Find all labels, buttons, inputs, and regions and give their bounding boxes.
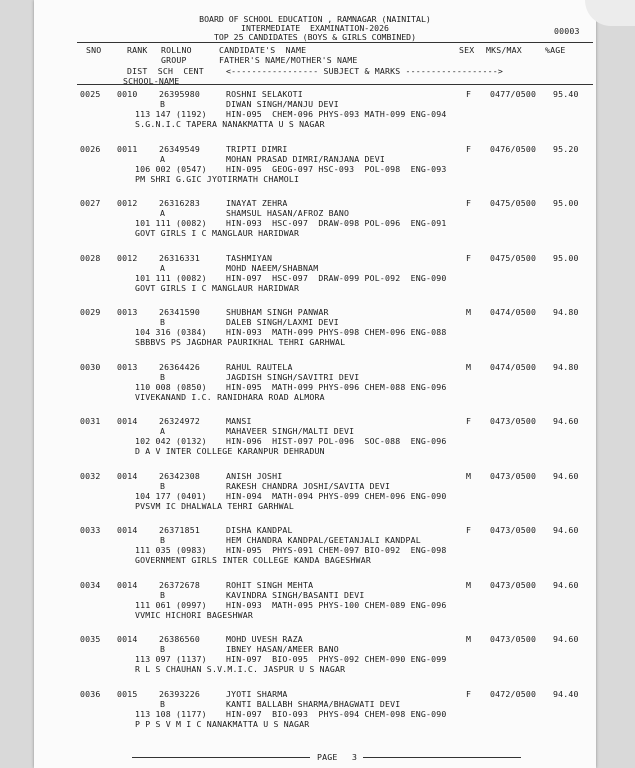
record-subjects: HIN-095 MATH-099 PHYS-096 CHEM-088 ENG-096 — [226, 382, 447, 392]
col-rank: RANK — [127, 45, 148, 55]
record-group: B — [160, 317, 166, 327]
col-sno: SNO — [86, 45, 102, 55]
record-mks: 0476/0500 — [490, 144, 537, 154]
record-mks: 0477/0500 — [490, 89, 537, 99]
board-title: BOARD OF SCHOOL EDUCATION , RAMNAGAR (NAINITAL) — [199, 14, 431, 24]
col-mks: MKS/MAX — [486, 45, 522, 55]
record-rank: 0012 — [117, 198, 138, 208]
record-codes: 101 111 (0082) — [135, 273, 207, 283]
record-name: JYOTI SHARMA — [226, 689, 288, 699]
record-pct: 94.60 — [553, 580, 579, 590]
record-group: A — [160, 154, 166, 164]
record-sex: F — [466, 416, 472, 426]
record-codes: 111 035 (0983) — [135, 545, 207, 555]
record-school: GOVERNMENT GIRLS INTER COLLEGE KANDA BAGESHWAR — [135, 555, 371, 565]
record-sex: F — [466, 89, 472, 99]
record-roll: 26316283 — [159, 198, 201, 208]
record-group: B — [160, 590, 166, 600]
record-roll: 26316331 — [159, 253, 201, 263]
record-rank: 0014 — [117, 416, 138, 426]
record-pct: 95.40 — [553, 89, 579, 99]
record-name: ANISH JOSHI — [226, 471, 283, 481]
record-rank: 0013 — [117, 307, 138, 317]
record-codes: 102 042 (0132) — [135, 436, 207, 446]
record-name: MOHD UVESH RAZA — [226, 634, 303, 644]
record-mks: 0473/0500 — [490, 634, 537, 644]
record-sex: F — [466, 144, 472, 154]
record-roll: 26324972 — [159, 416, 201, 426]
record-name: TRIPTI DIMRI — [226, 144, 288, 154]
record-rank: 0014 — [117, 634, 138, 644]
record-mks: 0474/0500 — [490, 307, 537, 317]
record-parents: RAKESH CHANDRA JOSHI/SAVITA DEVI — [226, 481, 391, 491]
record-parents: SHAMSUL HASAN/AFROZ BANO — [226, 208, 350, 218]
record-sno: 0032 — [80, 471, 101, 481]
record-pct: 94.60 — [553, 416, 579, 426]
record-rank: 0014 — [117, 580, 138, 590]
record-sex: F — [466, 253, 472, 263]
record-pct: 94.40 — [553, 689, 579, 699]
record-sex: M — [466, 307, 472, 317]
record-rank: 0013 — [117, 362, 138, 372]
footer-rule-left — [132, 757, 310, 758]
record-codes: 104 177 (0401) — [135, 491, 207, 501]
record-school: SBBBVS PS JAGDHAR PAURIKHAL TEHRI GARHWAL — [135, 337, 346, 347]
record-parents: MOHAN PRASAD DIMRI/RANJANA DEVI — [226, 154, 386, 164]
record-pct: 94.80 — [553, 307, 579, 317]
record-pct: 94.60 — [553, 525, 579, 535]
record-roll: 26386560 — [159, 634, 201, 644]
record-sex: F — [466, 689, 472, 699]
record-school: PM SHRI G.GIC JYOTIRMATH CHAMOLI — [135, 174, 300, 184]
record-school: R L S CHAUHAN S.V.M.I.C. JASPUR U S NAGAR — [135, 664, 346, 674]
record-sex: M — [466, 471, 472, 481]
record-codes: 113 097 (1137) — [135, 654, 207, 664]
record-mks: 0473/0500 — [490, 416, 537, 426]
record-sno: 0031 — [80, 416, 101, 426]
record-name: SHUBHAM SINGH PANWAR — [226, 307, 329, 317]
record-sno: 0029 — [80, 307, 101, 317]
record-codes: 110 008 (0850) — [135, 382, 207, 392]
record-school: D A V INTER COLLEGE KARANPUR DEHRADUN — [135, 446, 325, 456]
record-school: P P S V M I C NANAKMATTA U S NAGAR — [135, 719, 310, 729]
header-rule-top — [77, 42, 593, 43]
record-sex: F — [466, 525, 472, 535]
record-group: B — [160, 481, 166, 491]
record-name: RAHUL RAUTELA — [226, 362, 293, 372]
col-group: GROUP — [161, 55, 187, 65]
record-codes: 104 316 (0384) — [135, 327, 207, 337]
record-mks: 0474/0500 — [490, 362, 537, 372]
col-age: %AGE — [545, 45, 566, 55]
record-mks: 0475/0500 — [490, 253, 537, 263]
record-name: ROSHNI SELAKOTI — [226, 89, 303, 99]
record-codes: 111 061 (0997) — [135, 600, 207, 610]
record-parents: KAVINDRA SINGH/BASANTI DEVI — [226, 590, 365, 600]
record-school: GOVT GIRLS I C MANGLAUR HARIDWAR — [135, 228, 300, 238]
record-subjects: HIN-097 BIO-095 PHYS-092 CHEM-090 ENG-099 — [226, 654, 447, 664]
record-mks: 0473/0500 — [490, 471, 537, 481]
record-subjects: HIN-094 MATH-094 PHYS-099 CHEM-096 ENG-090 — [226, 491, 447, 501]
record-rank: 0015 — [117, 689, 138, 699]
record-sex: M — [466, 362, 472, 372]
record-roll: 26342308 — [159, 471, 201, 481]
page-number: 3 — [352, 752, 358, 762]
record-pct: 95.00 — [553, 253, 579, 263]
record-school: VVMIC HICHORI BAGESHWAR — [135, 610, 253, 620]
record-subjects: HIN-097 HSC-097 DRAW-099 POL-092 ENG-090 — [226, 273, 447, 283]
record-pct: 94.80 — [553, 362, 579, 372]
record-sno: 0027 — [80, 198, 101, 208]
record-mks: 0472/0500 — [490, 689, 537, 699]
record-mks: 0475/0500 — [490, 198, 537, 208]
record-name: INAYAT ZEHRA — [226, 198, 288, 208]
exam-title: INTERMEDIATE EXAMINATION-2026 — [241, 23, 389, 33]
header-rule-bottom — [77, 84, 593, 85]
col-school-name: SCHOOL-NAME — [123, 76, 180, 86]
record-pct: 95.00 — [553, 198, 579, 208]
record-parents: DALEB SINGH/LAXMI DEVI — [226, 317, 339, 327]
record-subjects: HIN-095 PHYS-091 CHEM-097 BIO-092 ENG-098 — [226, 545, 447, 555]
record-rank: 0012 — [117, 253, 138, 263]
record-school: S.G.N.I.C TAPERA NANAKMATTA U S NAGAR — [135, 119, 325, 129]
record-sex: M — [466, 634, 472, 644]
record-group: A — [160, 263, 166, 273]
record-sno: 0034 — [80, 580, 101, 590]
list-title: TOP 25 CANDIDATES (BOYS & GIRLS COMBINED) — [213, 32, 417, 42]
record-roll: 26395980 — [159, 89, 201, 99]
record-name: DISHA KANDPAL — [226, 525, 293, 535]
footer-rule-right — [363, 757, 521, 758]
record-group: A — [160, 426, 166, 436]
record-parents: JAGDISH SINGH/SAVITRI DEVI — [226, 372, 360, 382]
record-sno: 0026 — [80, 144, 101, 154]
record-group: A — [160, 208, 166, 218]
record-subjects: HIN-097 BIO-093 PHYS-094 CHEM-098 ENG-090 — [226, 709, 447, 719]
col-subject-marks: <----------------- SUBJECT & MARKS ------------------> — [226, 66, 503, 76]
record-rank: 0011 — [117, 144, 138, 154]
record-sno: 0025 — [80, 89, 101, 99]
record-subjects: HIN-093 MATH-099 PHYS-098 CHEM-096 ENG-088 — [226, 327, 447, 337]
record-parents: KANTI BALLABH SHARMA/BHAGWATI DEVI — [226, 699, 401, 709]
record-group: B — [160, 372, 166, 382]
record-group: B — [160, 99, 166, 109]
record-group: B — [160, 699, 166, 709]
record-codes: 113 147 (1192) — [135, 109, 207, 119]
record-sno: 0028 — [80, 253, 101, 263]
record-codes: 106 002 (0547) — [135, 164, 207, 174]
record-parents: IBNEY HASAN/AMEER BANO — [226, 644, 339, 654]
record-roll: 26393226 — [159, 689, 201, 699]
record-codes: 113 108 (1177) — [135, 709, 207, 719]
record-subjects: HIN-093 HSC-097 DRAW-098 POL-096 ENG-091 — [226, 218, 447, 228]
col-name: CANDIDATE'S NAME — [219, 45, 307, 55]
record-rank: 0014 — [117, 471, 138, 481]
record-roll: 26341590 — [159, 307, 201, 317]
col-sex: SEX — [459, 45, 475, 55]
record-parents: MOHD NAEEM/SHABNAM — [226, 263, 319, 273]
record-group: B — [160, 644, 166, 654]
record-school: VIVEKANAND I.C. RANIDHARA ROAD ALMORA — [135, 392, 325, 402]
col-rollno: ROLLNO — [161, 45, 192, 55]
record-sno: 0035 — [80, 634, 101, 644]
record-pct: 94.60 — [553, 471, 579, 481]
record-sno: 0030 — [80, 362, 101, 372]
record-sex: M — [466, 580, 472, 590]
record-sex: F — [466, 198, 472, 208]
record-roll: 26372678 — [159, 580, 201, 590]
col-father: FATHER'S NAME/MOTHER'S NAME — [219, 55, 358, 65]
record-school: GOVT GIRLS I C MANGLAUR HARIDWAR — [135, 283, 300, 293]
record-parents: MAHAVEER SINGH/MALTI DEVI — [226, 426, 355, 436]
record-mks: 0473/0500 — [490, 525, 537, 535]
record-roll: 26364426 — [159, 362, 201, 372]
record-roll: 26349549 — [159, 144, 201, 154]
record-subjects: HIN-095 CHEM-096 PHYS-093 MATH-099 ENG-094 — [226, 109, 447, 119]
record-sno: 0036 — [80, 689, 101, 699]
record-parents: DIWAN SINGH/MANJU DEVI — [226, 99, 339, 109]
record-mks: 0473/0500 — [490, 580, 537, 590]
record-name: TASHMIYAN — [226, 253, 273, 263]
record-rank: 0010 — [117, 89, 138, 99]
record-codes: 101 111 (0082) — [135, 218, 207, 228]
record-rank: 0014 — [117, 525, 138, 535]
record-pct: 94.60 — [553, 634, 579, 644]
record-group: B — [160, 535, 166, 545]
page-code: 00003 — [554, 26, 580, 36]
record-pct: 95.20 — [553, 144, 579, 154]
record-sno: 0033 — [80, 525, 101, 535]
record-subjects: HIN-096 HIST-097 POL-096 SOC-088 ENG-096 — [226, 436, 447, 446]
col-dist-sch-cent: DIST SCH CENT — [127, 66, 204, 76]
page-label: PAGE — [317, 752, 338, 762]
record-name: MANSI — [226, 416, 252, 426]
record-subjects: HIN-095 GEOG-097 HSC-093 POL-098 ENG-093 — [226, 164, 447, 174]
record-parents: HEM CHANDRA KANDPAL/GEETANJALI KANDPAL — [226, 535, 421, 545]
record-subjects: HIN-093 MATH-095 PHYS-100 CHEM-089 ENG-096 — [226, 600, 447, 610]
record-roll: 26371851 — [159, 525, 201, 535]
record-school: PVSVM IC DHALWALA TEHRI GARHWAL — [135, 501, 295, 511]
record-name: ROHIT SINGH MEHTA — [226, 580, 314, 590]
